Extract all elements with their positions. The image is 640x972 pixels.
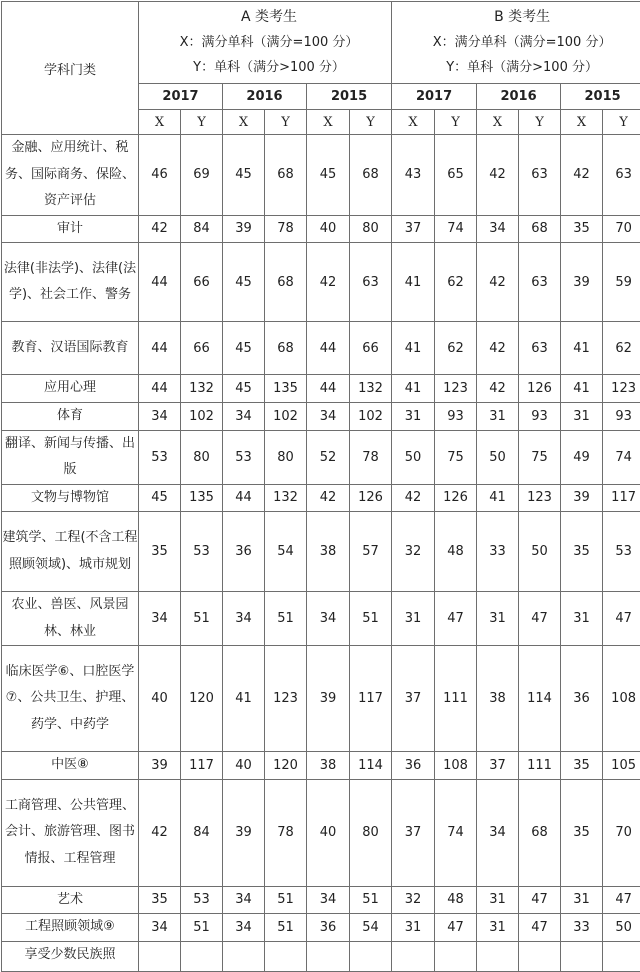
score-cell: 53	[223, 430, 265, 484]
score-cell: 35	[139, 512, 181, 592]
score-cell	[561, 941, 603, 971]
score-cell: 75	[519, 430, 561, 484]
year-cell: 2017	[392, 84, 477, 110]
score-cell: 70	[603, 779, 640, 886]
score-cell: 68	[350, 135, 392, 216]
score-cell: 47	[519, 592, 561, 646]
score-cell: 36	[307, 914, 350, 942]
score-cell: 31	[392, 402, 435, 430]
subject-cell: 教育、汉语国际教育	[2, 322, 139, 375]
score-cell	[477, 941, 519, 971]
score-cell: 41	[477, 484, 519, 512]
score-cell: 31	[477, 592, 519, 646]
score-cell: 117	[603, 484, 640, 512]
score-cell: 34	[223, 402, 265, 430]
score-cell: 117	[181, 752, 223, 780]
score-cell: 47	[519, 914, 561, 942]
score-cell: 49	[561, 430, 603, 484]
score-cell: 40	[223, 752, 265, 780]
score-cell: 84	[181, 215, 223, 243]
score-cell: 42	[477, 322, 519, 375]
group-a-title: A 类考生	[147, 5, 391, 30]
score-cell: 33	[561, 914, 603, 942]
score-cell: 35	[561, 512, 603, 592]
score-cell: 54	[265, 512, 307, 592]
table-row	[2, 941, 640, 971]
subject-cell: 工程照顾领域⑨	[2, 914, 139, 942]
score-cell: 42	[139, 779, 181, 886]
score-cell: 93	[519, 402, 561, 430]
score-cell: 35	[561, 215, 603, 243]
subject-cell: 享受少数民族照	[2, 941, 139, 971]
score-cell: 41	[223, 646, 265, 752]
score-cell: 114	[519, 646, 561, 752]
xy-cell: X	[392, 110, 435, 135]
group-b-y-desc: Y：单科（满分>100 分）	[400, 55, 640, 80]
score-cell: 39	[223, 779, 265, 886]
score-cell: 62	[435, 322, 477, 375]
group-b-header	[392, 2, 640, 84]
group-a-y-desc: Y：单科（满分>100 分）	[147, 55, 391, 80]
score-cell: 74	[603, 430, 640, 484]
score-cell: 53	[603, 512, 640, 592]
score-cell: 34	[307, 592, 350, 646]
score-cell: 74	[435, 215, 477, 243]
score-cell: 51	[265, 914, 307, 942]
score-cell	[392, 941, 435, 971]
score-cell: 32	[392, 886, 435, 914]
subject-cell: 艺术	[2, 886, 139, 914]
score-cell: 42	[561, 135, 603, 216]
score-cell: 68	[519, 779, 561, 886]
score-cell: 111	[519, 752, 561, 780]
score-cell: 65	[435, 135, 477, 216]
table-row	[2, 752, 640, 780]
score-cell: 51	[265, 592, 307, 646]
score-cell: 45	[223, 375, 265, 403]
score-cell: 35	[561, 752, 603, 780]
score-cell: 37	[392, 779, 435, 886]
year-cell: 2015	[307, 84, 392, 110]
table-row	[2, 592, 640, 646]
score-cell: 41	[392, 375, 435, 403]
xy-cell: X	[307, 110, 350, 135]
score-cell: 63	[350, 243, 392, 322]
score-cell: 68	[519, 215, 561, 243]
score-cell: 80	[181, 430, 223, 484]
group-b-title: B 类考生	[400, 5, 640, 30]
score-cell: 78	[350, 430, 392, 484]
score-cell: 34	[223, 886, 265, 914]
score-cell: 31	[392, 914, 435, 942]
score-cell: 74	[435, 779, 477, 886]
score-cell: 120	[181, 646, 223, 752]
score-cell: 34	[477, 779, 519, 886]
score-cell: 41	[392, 243, 435, 322]
score-cell: 44	[139, 375, 181, 403]
subject-cell: 工商管理、公共管理、会计、旅游管理、图书情报、工程管理	[2, 779, 139, 886]
score-cell: 47	[435, 914, 477, 942]
subject-cell: 建筑学、工程(不含工程照顾领域)、城市规划	[2, 512, 139, 592]
score-cell: 126	[435, 484, 477, 512]
score-cell: 31	[477, 402, 519, 430]
subject-cell: 翻译、新闻与传播、出版	[2, 430, 139, 484]
score-cell: 123	[603, 375, 640, 403]
score-cell: 42	[307, 243, 350, 322]
subject-cell: 体育	[2, 402, 139, 430]
score-cell: 38	[307, 752, 350, 780]
score-cell: 108	[435, 752, 477, 780]
score-cell	[435, 941, 477, 971]
score-cell: 44	[139, 322, 181, 375]
score-cell: 32	[392, 512, 435, 592]
score-cell: 57	[350, 512, 392, 592]
score-cell: 54	[350, 914, 392, 942]
score-cell	[181, 941, 223, 971]
score-cell: 41	[561, 322, 603, 375]
score-cell: 44	[307, 322, 350, 375]
score-cell: 48	[435, 886, 477, 914]
subject-cell: 应用心理	[2, 375, 139, 403]
score-cell: 68	[265, 135, 307, 216]
group-a-header	[139, 2, 392, 84]
score-cell: 53	[139, 430, 181, 484]
xy-cell: Y	[350, 110, 392, 135]
score-cell: 102	[350, 402, 392, 430]
score-cell: 33	[477, 512, 519, 592]
score-cell: 78	[265, 779, 307, 886]
score-cell: 31	[392, 592, 435, 646]
score-cell: 111	[435, 646, 477, 752]
score-cell: 66	[350, 322, 392, 375]
score-cell: 35	[561, 779, 603, 886]
xy-cell: X	[561, 110, 603, 135]
score-cell: 50	[603, 914, 640, 942]
score-cell: 68	[265, 322, 307, 375]
score-cell: 31	[477, 914, 519, 942]
score-cell: 48	[435, 512, 477, 592]
score-cell	[307, 941, 350, 971]
score-cell: 37	[477, 752, 519, 780]
score-cell: 123	[519, 484, 561, 512]
score-cell: 45	[223, 135, 265, 216]
score-cell: 45	[139, 484, 181, 512]
score-cell: 108	[603, 646, 640, 752]
score-cell: 42	[139, 215, 181, 243]
score-cell	[519, 941, 561, 971]
score-cell: 135	[181, 484, 223, 512]
xy-cell: Y	[435, 110, 477, 135]
score-cell	[265, 941, 307, 971]
score-cell: 132	[265, 484, 307, 512]
table-row	[2, 322, 640, 375]
score-cell: 39	[223, 215, 265, 243]
score-cell: 37	[392, 646, 435, 752]
score-cell: 80	[350, 779, 392, 886]
score-cell: 69	[181, 135, 223, 216]
xy-cell: Y	[181, 110, 223, 135]
score-cell: 53	[181, 512, 223, 592]
score-cell: 34	[307, 402, 350, 430]
subject-cell: 农业、兽医、风景园林、林业	[2, 592, 139, 646]
score-cell: 51	[181, 592, 223, 646]
score-cell: 44	[223, 484, 265, 512]
score-cell: 59	[603, 243, 640, 322]
subject-cell: 法律(非法学)、法律(法学)、社会工作、警务	[2, 243, 139, 322]
score-cell: 47	[603, 886, 640, 914]
score-cell: 31	[561, 402, 603, 430]
score-cell: 44	[139, 243, 181, 322]
score-cell: 135	[265, 375, 307, 403]
score-cell: 38	[477, 646, 519, 752]
score-cell: 93	[603, 402, 640, 430]
table-row	[2, 886, 640, 914]
score-cell: 47	[519, 886, 561, 914]
score-cell: 31	[561, 592, 603, 646]
score-cell: 84	[181, 779, 223, 886]
xy-cell: Y	[603, 110, 640, 135]
score-cell: 68	[265, 243, 307, 322]
score-cell: 38	[307, 512, 350, 592]
table-row	[2, 215, 640, 243]
score-cell	[223, 941, 265, 971]
score-cell: 42	[307, 484, 350, 512]
score-cell: 34	[139, 402, 181, 430]
subject-header: 学科门类	[2, 2, 139, 135]
subject-cell: 审计	[2, 215, 139, 243]
score-cell: 40	[139, 646, 181, 752]
subject-cell: 文物与博物馆	[2, 484, 139, 512]
group-a-x-desc: X：满分单科（满分=100 分）	[147, 30, 391, 55]
score-cell: 62	[603, 322, 640, 375]
score-cell: 39	[139, 752, 181, 780]
score-cell: 42	[392, 484, 435, 512]
score-cell: 45	[223, 243, 265, 322]
table-row	[2, 914, 640, 942]
score-cell: 47	[603, 592, 640, 646]
subject-cell: 临床医学⑥、口腔医学⑦、公共卫生、护理、 药学、中药学	[2, 646, 139, 752]
score-cell: 63	[519, 243, 561, 322]
score-cell: 63	[603, 135, 640, 216]
score-cell: 66	[181, 322, 223, 375]
table-row	[2, 135, 640, 216]
score-cell	[350, 941, 392, 971]
score-cell: 44	[307, 375, 350, 403]
score-cell: 34	[223, 914, 265, 942]
table-row	[2, 646, 640, 752]
score-cell	[603, 941, 640, 971]
xy-cell: Y	[265, 110, 307, 135]
score-cell: 37	[392, 215, 435, 243]
score-cell: 45	[223, 322, 265, 375]
score-cell: 34	[223, 592, 265, 646]
score-cell	[139, 941, 181, 971]
score-cell: 41	[561, 375, 603, 403]
table-row	[2, 402, 640, 430]
score-cell: 36	[561, 646, 603, 752]
score-cell: 36	[392, 752, 435, 780]
score-cell: 78	[265, 215, 307, 243]
group-header-row	[2, 2, 640, 84]
table-row	[2, 779, 640, 886]
score-cell: 51	[181, 914, 223, 942]
score-cell: 39	[561, 484, 603, 512]
score-cell: 42	[477, 243, 519, 322]
score-cell: 42	[477, 375, 519, 403]
table-row	[2, 484, 640, 512]
score-cell: 39	[561, 243, 603, 322]
table-row	[2, 243, 640, 322]
xy-cell: Y	[519, 110, 561, 135]
score-cell: 66	[181, 243, 223, 322]
table-row	[2, 430, 640, 484]
score-cell: 63	[519, 135, 561, 216]
score-cell: 50	[519, 512, 561, 592]
score-cell: 46	[139, 135, 181, 216]
score-cell: 50	[477, 430, 519, 484]
score-cell: 34	[477, 215, 519, 243]
score-cell: 42	[477, 135, 519, 216]
score-cell: 93	[435, 402, 477, 430]
score-cell: 51	[350, 886, 392, 914]
score-cell: 126	[519, 375, 561, 403]
score-cell: 45	[307, 135, 350, 216]
score-cell: 102	[181, 402, 223, 430]
score-cell: 51	[265, 886, 307, 914]
year-cell: 2015	[561, 84, 640, 110]
score-cell: 36	[223, 512, 265, 592]
xy-cell: X	[139, 110, 181, 135]
score-cell: 31	[561, 886, 603, 914]
subject-cell: 中医⑧	[2, 752, 139, 780]
xy-cell: X	[223, 110, 265, 135]
score-cell: 132	[181, 375, 223, 403]
subject-cell: 金融、应用统计、税务、国际商务、保险、 资产评估	[2, 135, 139, 216]
score-cell: 40	[307, 779, 350, 886]
year-cell: 2016	[477, 84, 561, 110]
score-cell: 53	[181, 886, 223, 914]
score-cell: 123	[265, 646, 307, 752]
score-cell: 34	[307, 886, 350, 914]
score-cell: 52	[307, 430, 350, 484]
score-cell: 80	[265, 430, 307, 484]
score-cell: 75	[435, 430, 477, 484]
score-cell: 40	[307, 215, 350, 243]
score-cell: 70	[603, 215, 640, 243]
table-row	[2, 512, 640, 592]
score-cell: 114	[350, 752, 392, 780]
score-cell: 132	[350, 375, 392, 403]
year-cell: 2017	[139, 84, 223, 110]
score-table	[1, 1, 640, 972]
score-cell: 50	[392, 430, 435, 484]
score-cell: 62	[435, 243, 477, 322]
score-cell: 80	[350, 215, 392, 243]
score-cell: 63	[519, 322, 561, 375]
score-cell: 120	[265, 752, 307, 780]
score-cell: 123	[435, 375, 477, 403]
score-cell: 117	[350, 646, 392, 752]
score-cell: 31	[477, 886, 519, 914]
score-cell: 41	[392, 322, 435, 375]
year-cell: 2016	[223, 84, 307, 110]
xy-cell: X	[477, 110, 519, 135]
score-cell: 126	[350, 484, 392, 512]
score-cell: 35	[139, 886, 181, 914]
score-cell: 39	[307, 646, 350, 752]
score-cell: 105	[603, 752, 640, 780]
table-row	[2, 375, 640, 403]
score-cell: 102	[265, 402, 307, 430]
score-cell: 34	[139, 592, 181, 646]
group-b-x-desc: X：满分单科（满分=100 分）	[400, 30, 640, 55]
score-cell: 34	[139, 914, 181, 942]
score-cell: 51	[350, 592, 392, 646]
score-cell: 47	[435, 592, 477, 646]
score-cell: 43	[392, 135, 435, 216]
